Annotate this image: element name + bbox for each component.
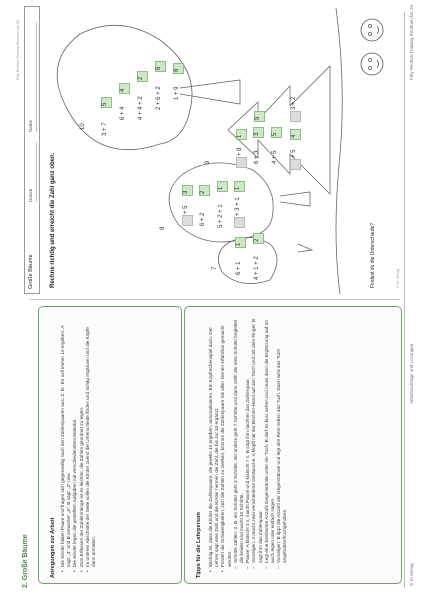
footer-divider [404,12,405,588]
tree-10-box-value: 4 [120,88,126,92]
tree-8-box-value: 2 [200,190,206,194]
tree-10-task: 4 + 4 + 2 [138,96,144,120]
list-item: – Schritte zählen: Z. B. ein Schüler geht 3 Schritte, der andere geht 7 Schritte und dann zählt der eine Schüler begleitet die beiden und macht 10 Schritte. [233,317,245,572]
footer-center: Arbeitsaufträge und Lösungen [409,343,414,404]
date-field-line [36,142,37,202]
section-title: 2. Große Bäume [22,534,29,588]
name-field-label: Name [28,119,33,132]
name-field-line [36,22,37,132]
suggestions-title: Anregungen zur Arbeit [50,517,56,578]
tree-8-box-value: 3 [183,190,189,194]
footer-copyright: © Kl Verlag [409,563,414,586]
tree-9-task: 4 + 5 [272,150,278,164]
tree-number-7: 7 [212,266,218,270]
trees-illustration [40,8,360,294]
tree-7-task: 6 + 1 [236,261,242,275]
tree-9-box-value: 5 [272,132,278,136]
list-item: – Pause: A klatscht 3 x, macht Pause und klatscht 7 x. B sagt ihm nachher das Zahlenpaar. [245,317,251,572]
tree-8-task: + 3 + 1 [235,197,241,216]
tree-9-box-value: 9 [255,116,261,120]
date-field-label: Datum [28,188,33,202]
differences-question: Findest du die Unterschiede? [370,222,376,288]
tree-9-task: 3 + 2 [291,96,297,110]
suggestions-list [60,322,97,572]
tips-list [208,317,289,572]
tree-10-task: 1 + 9 [174,86,180,100]
footer-right: Fitty Rechen Training Rechnen bis 20 [409,4,414,80]
tree-8-task: 6 + 2 [200,212,206,226]
tree-9-box-value: 3 [254,132,260,136]
top-small-note: Fitty Rechen Training Rechnen bis 20 [16,20,20,80]
tips-title: Tipps für die Lehrperson [196,512,202,578]
tree-8-blank [182,215,193,226]
worksheet-header [24,6,40,294]
tree-7-trunk [298,244,312,252]
worksheet-copyright: © KL Verlag [396,268,400,288]
tree-10-box-value: 8 [174,68,180,72]
list-item: • Im unteren Abschnitte der Seite sollen die Kinder zuerst die Unterschiede finden und richtig ergänzen und die Köpfe dann anmalen. [85,322,97,572]
tree-10-box-value: 6 [156,66,162,70]
worksheet-instruction: Rechne richtig und erreicht die Zahl ganz oben. [50,152,56,288]
tree-9-box-value: 4 [291,134,297,138]
list-item: • Wichtig ist, dass die Kinder die Zahlenpaare, die jeweils 10 ergeben, automatisieren. Ein Kopfrechenspiel dazu: Der Lehrer sagt eine Zahl und die Kinder nennen die Zahl, die bis zur 10 ergänzt. [208,317,220,572]
list-item: – Legt eine bestimmte Anzahl Gegenstände unter ein Tuch. B darf es kurz sehen und muss dann die Ergänzung auf 10 auch legen oder einfach sagen. [264,317,276,572]
tree-9-task: + 5 [291,149,297,158]
tree-7-box-value: 2 [254,238,260,242]
head-right-icon [361,19,383,41]
tree-8-task: 5 + 2 + 1 [218,204,224,228]
tree-8-task: + 5 [183,205,189,214]
list-item: • Zum Erfassen der Zahlenmenge ist es leichter, die Zahlen geordnet zu legen. [79,322,85,572]
tree-9-box-value: 1 [237,134,243,138]
tree-7-task: 4 + 1 + 2 [254,256,260,280]
worksheet-title: Große Bäume [28,254,34,289]
tree-number-10: 10 [80,123,86,130]
heads-illustration [352,8,392,80]
list-item: – Vorzeigen: A macht zwei verschiedene Geräusche. A klopft mit der Rechen-Hand auf den Tisch und mit dem Finger. B sagt ihm das Zahlenpaar. [251,317,263,572]
tree-number-9: 9 [205,160,211,164]
tree-8-box-value: 1 [218,186,224,190]
tree-9-task: 6 + 3 [254,150,260,164]
tree-7-box-value: 1 [236,242,242,246]
list-item: • Die Kinder legen die gestellten Aufgaben mit verschiedenstem Material. [72,322,78,572]
tree-10-task: 3 + 7 [102,122,108,136]
ground-line [336,8,342,294]
list-item: – Vorzeigen: B tippt die Anzahl der Gegenstände und legt den Rest neben das Tuch. Dann wird das Tuch angehoben/hochgehoben. [276,317,288,572]
tree-number-8: 8 [160,226,166,230]
tree-8-blank [234,217,245,228]
tree-9-blank [290,159,301,170]
tree-7-crown [218,237,277,283]
tree-10-box-value: 5 [102,102,108,106]
tree-10-task: 2 + 6 + 2 [156,86,162,110]
tree-10-trunk [180,80,240,104]
tree-10-task: 6 + 4 [120,106,126,120]
list-item: • Die Kinder bilden Paare und fragen sich gegenseitig nach den Zahlenpaaren aus. Z. B.: Es soll immer 10 ergeben. A sagt: „4“ und B antwortet: „6“. B sagt: „2“ usw. [60,322,72,572]
page-divider [30,299,400,300]
tree-8-trunk [280,192,310,206]
tree-10-box-value: 2 [138,76,144,80]
tree-8-box-value: 1 [235,186,241,190]
list-item: • Fördert die Schwierigkeiten, sich die Zahlen zu merken, können die Zahlenpaare mit allen Sinnen erfahrbar gemacht werden. [220,317,232,572]
head-left-icon [361,53,383,75]
tree-8-crown [169,160,273,242]
tree-9-blank [290,111,301,122]
tree-9-blank [236,157,247,168]
tree-9-task: + 8 [237,147,243,156]
